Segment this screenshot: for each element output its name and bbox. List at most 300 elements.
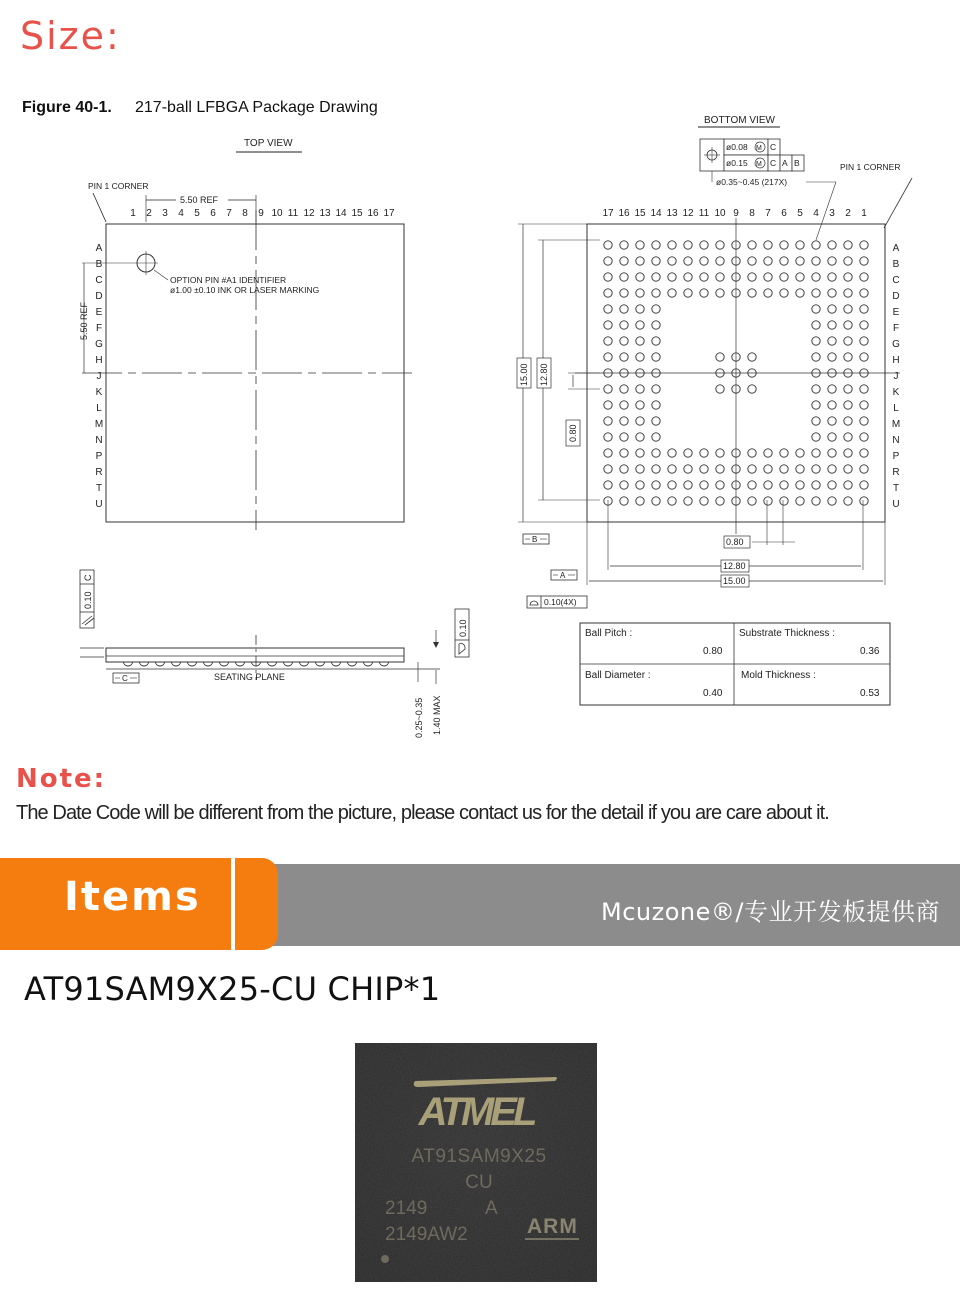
solder-ball <box>684 449 692 457</box>
side-ball <box>332 662 341 666</box>
dim-1280-horizontal: 12.80 <box>723 561 746 571</box>
solder-ball <box>748 481 756 489</box>
top-row-letter: K <box>95 387 103 398</box>
solder-ball <box>828 417 836 425</box>
solder-ball <box>844 241 852 249</box>
solder-ball <box>780 273 788 281</box>
solder-ball <box>668 497 676 505</box>
solder-ball <box>828 385 836 393</box>
parallel-ref: C <box>83 574 93 581</box>
solder-ball <box>764 465 772 473</box>
bottom-column-number: 1 <box>861 208 867 219</box>
option-pin-line2: ø1.00 ±0.10 INK OR LASER MARKING <box>170 285 320 295</box>
solder-ball <box>844 305 852 313</box>
solder-ball <box>652 385 660 393</box>
solder-ball <box>764 449 772 457</box>
solder-ball <box>812 449 820 457</box>
tol-c1: C <box>770 142 777 152</box>
note-text: The Date Code will be different from the picture, please contact us for the detail if you are care about it. <box>16 802 829 824</box>
solder-ball <box>860 465 868 473</box>
solder-ball <box>620 257 628 265</box>
bottom-column-number: 10 <box>714 208 726 219</box>
bottom-column-number: 16 <box>618 208 630 219</box>
solder-ball <box>620 449 628 457</box>
solder-ball <box>828 321 836 329</box>
solder-ball <box>844 337 852 345</box>
solder-ball <box>828 289 836 297</box>
solder-ball <box>764 257 772 265</box>
solder-ball <box>684 257 692 265</box>
solder-ball <box>796 273 804 281</box>
solder-ball <box>604 241 612 249</box>
solder-ball <box>620 337 628 345</box>
bottom-column-number: 9 <box>733 208 739 219</box>
bottom-column-number: 12 <box>682 208 694 219</box>
top-row-letter: P <box>95 451 103 462</box>
solder-ball <box>844 385 852 393</box>
top-row-letter: N <box>95 435 103 446</box>
solder-ball <box>748 449 756 457</box>
solder-ball <box>652 481 660 489</box>
solder-ball <box>604 465 612 473</box>
top-column-number: 9 <box>258 208 264 219</box>
solder-ball <box>764 289 772 297</box>
solder-ball <box>636 353 644 361</box>
solder-ball <box>748 353 756 361</box>
solder-ball <box>812 289 820 297</box>
solder-ball <box>652 417 660 425</box>
figure-title: 217-ball LFBGA Package Drawing <box>135 99 378 116</box>
solder-ball <box>620 273 628 281</box>
side-ball <box>348 662 357 666</box>
tol-c2: C <box>770 158 777 168</box>
solder-ball <box>828 241 836 249</box>
solder-ball <box>716 289 724 297</box>
solder-ball <box>860 305 868 313</box>
chip-suffix: CU <box>465 1172 493 1193</box>
profile-value: 0.10 <box>458 619 468 637</box>
solder-ball <box>652 257 660 265</box>
solder-ball <box>604 337 612 345</box>
svg-text:ATMEL: ATMEL <box>418 1090 534 1134</box>
max-height-label: 1.40 MAX <box>432 695 442 735</box>
top-column-numbers <box>130 208 395 219</box>
solder-ball <box>812 273 820 281</box>
solder-ball <box>652 465 660 473</box>
tol-m2: M <box>756 161 762 168</box>
solder-ball <box>620 241 628 249</box>
pin1-dot <box>381 1255 389 1263</box>
top-column-number: 11 <box>287 208 299 219</box>
bottom-column-number: 5 <box>797 208 803 219</box>
bottom-row-letter: L <box>893 403 899 414</box>
solder-ball <box>620 465 628 473</box>
side-ball <box>220 662 229 666</box>
tol-a: A <box>782 158 788 168</box>
top-row-letter: C <box>95 275 103 286</box>
solder-ball <box>636 273 644 281</box>
top-column-number: 12 <box>303 208 315 219</box>
solder-ball <box>844 433 852 441</box>
chip-photo <box>355 1043 597 1282</box>
spec-table <box>580 623 890 705</box>
solder-ball <box>844 497 852 505</box>
dim-1280-vertical: 12.80 <box>539 363 549 386</box>
solder-ball <box>796 465 804 473</box>
bottom-column-number: 3 <box>829 208 835 219</box>
solder-ball <box>620 353 628 361</box>
solder-ball <box>796 497 804 505</box>
solder-ball <box>764 481 772 489</box>
figure-label: Figure 40-1. <box>22 99 112 116</box>
solder-ball <box>604 449 612 457</box>
solder-ball <box>604 289 612 297</box>
top-column-number: 3 <box>162 208 168 219</box>
solder-ball <box>844 417 852 425</box>
solder-ball <box>860 417 868 425</box>
tol-015: ø0.15 <box>726 158 748 168</box>
solder-ball <box>716 465 724 473</box>
bottom-column-number: 14 <box>650 208 662 219</box>
solder-ball <box>828 449 836 457</box>
solder-ball <box>796 257 804 265</box>
solder-ball <box>700 449 708 457</box>
solder-ball <box>860 241 868 249</box>
solder-ball <box>716 481 724 489</box>
bottom-column-number: 11 <box>698 208 710 219</box>
side-ball <box>316 662 325 666</box>
solder-ball <box>780 241 788 249</box>
solder-ball <box>828 353 836 361</box>
top-row-letter: U <box>95 499 103 510</box>
solder-ball <box>828 273 836 281</box>
solder-ball <box>812 321 820 329</box>
solder-ball <box>716 241 724 249</box>
datum-c: C <box>122 674 128 683</box>
ref-550-label: 5.50 REF <box>180 195 219 205</box>
product-title: AT91SAM9X25-CU CHIP*1 <box>24 970 441 1008</box>
pin1-corner-label: PIN 1 CORNER <box>88 181 149 191</box>
solder-ball <box>780 465 788 473</box>
solder-ball <box>844 481 852 489</box>
solder-ball <box>828 481 836 489</box>
top-row-letter: D <box>95 291 103 302</box>
bottom-row-letters <box>892 243 900 510</box>
top-row-letter: F <box>95 323 103 334</box>
side-ball <box>188 662 197 666</box>
solder-ball <box>860 449 868 457</box>
solder-ball <box>780 257 788 265</box>
bottom-row-letter: B <box>892 259 900 270</box>
solder-ball <box>860 289 868 297</box>
solder-ball <box>652 273 660 281</box>
dim-080-vertical: 0.80 <box>568 424 578 442</box>
arm-logo: ARM <box>527 1215 578 1238</box>
bottom-column-numbers <box>602 208 867 219</box>
solder-ball <box>620 497 628 505</box>
bottom-row-letter: H <box>892 355 900 366</box>
bottom-row-letter: M <box>891 419 901 430</box>
chip-lot-letter: A <box>485 1198 498 1219</box>
top-row-letters <box>95 243 103 510</box>
top-row-letter: T <box>95 483 103 494</box>
top-column-number: 16 <box>367 208 379 219</box>
banner-separator <box>231 858 235 950</box>
solder-ball <box>780 289 788 297</box>
bottom-row-letter: E <box>892 307 900 318</box>
solder-ball <box>652 401 660 409</box>
parallel-value: 0.10 <box>83 591 93 609</box>
flatness-value: 0.10(4X) <box>544 597 577 607</box>
solder-ball <box>668 273 676 281</box>
solder-ball <box>620 433 628 441</box>
solder-ball <box>796 449 804 457</box>
solder-ball <box>652 449 660 457</box>
bottom-view-label: BOTTOM VIEW <box>704 115 775 126</box>
solder-ball <box>828 465 836 473</box>
bottom-column-number: 6 <box>781 208 787 219</box>
solder-ball <box>716 385 724 393</box>
solder-ball <box>700 497 708 505</box>
solder-ball <box>860 401 868 409</box>
solder-ball <box>828 257 836 265</box>
solder-ball <box>764 273 772 281</box>
top-column-number: 7 <box>226 208 232 219</box>
solder-ball <box>684 481 692 489</box>
top-column-number: 5 <box>194 208 200 219</box>
solder-ball <box>716 449 724 457</box>
solder-ball <box>668 481 676 489</box>
tol-b: B <box>794 158 800 168</box>
solder-ball <box>812 257 820 265</box>
solder-ball <box>604 481 612 489</box>
size-heading: Size: <box>20 14 121 58</box>
solder-ball <box>636 321 644 329</box>
solder-ball <box>684 273 692 281</box>
solder-ball <box>780 481 788 489</box>
solder-ball <box>812 305 820 313</box>
bottom-row-letter: T <box>892 483 900 494</box>
side-view-body <box>106 648 404 662</box>
solder-ball <box>700 481 708 489</box>
seating-plane-label: SEATING PLANE <box>214 672 285 682</box>
solder-ball <box>700 257 708 265</box>
solder-ball <box>860 257 868 265</box>
note-heading: Note: <box>16 764 107 794</box>
solder-ball <box>844 353 852 361</box>
bottom-row-letter: J <box>893 371 899 382</box>
ball-diameter-value: 0.40 <box>703 688 723 699</box>
solder-ball <box>636 305 644 313</box>
solder-ball <box>620 481 628 489</box>
side-ball <box>156 662 165 666</box>
bottom-column-number: 8 <box>749 208 755 219</box>
bottom-row-letter: G <box>892 339 900 350</box>
solder-ball <box>812 353 820 361</box>
side-ball <box>300 662 309 666</box>
top-row-letter: H <box>95 355 103 366</box>
solder-ball <box>716 273 724 281</box>
solder-ball <box>684 289 692 297</box>
solder-ball <box>652 289 660 297</box>
standoff-label: 0.25~0.35 <box>414 697 424 738</box>
solder-ball <box>716 257 724 265</box>
side-ball <box>204 662 213 666</box>
top-row-letter: L <box>96 403 102 414</box>
solder-ball <box>700 465 708 473</box>
solder-ball <box>652 433 660 441</box>
dim-080-horizontal: 0.80 <box>726 537 744 547</box>
chip-part-number: AT91SAM9X25 <box>411 1146 547 1167</box>
solder-ball <box>668 449 676 457</box>
solder-ball <box>604 401 612 409</box>
tol-m1: M <box>756 145 762 152</box>
solder-ball <box>652 321 660 329</box>
solder-ball <box>636 401 644 409</box>
solder-ball <box>652 497 660 505</box>
bottom-column-number: 2 <box>845 208 851 219</box>
top-column-number: 6 <box>210 208 216 219</box>
solder-ball <box>860 385 868 393</box>
solder-ball <box>812 481 820 489</box>
ball-diameter-label: Ball Diameter : <box>585 670 651 681</box>
solder-ball <box>812 433 820 441</box>
top-column-number: 15 <box>351 208 363 219</box>
option-pin-line1: OPTION PIN #A1 IDENTIFIER <box>170 275 287 285</box>
solder-ball <box>620 305 628 313</box>
top-column-number: 17 <box>383 208 395 219</box>
solder-ball <box>636 433 644 441</box>
solder-ball <box>636 497 644 505</box>
chip-lot-code: 2149AW2 <box>385 1224 468 1245</box>
solder-ball <box>652 241 660 249</box>
top-row-letter: A <box>95 243 103 254</box>
solder-ball <box>844 449 852 457</box>
solder-ball <box>668 465 676 473</box>
solder-ball <box>636 449 644 457</box>
side-ball <box>268 662 277 666</box>
solder-ball <box>796 241 804 249</box>
solder-ball <box>604 305 612 313</box>
solder-ball <box>828 401 836 409</box>
top-column-number: 8 <box>242 208 248 219</box>
solder-ball <box>764 497 772 505</box>
ball-pitch-value: 0.80 <box>703 646 723 657</box>
top-row-letter: J <box>96 371 102 382</box>
solder-ball <box>716 497 724 505</box>
top-column-number: 10 <box>271 208 283 219</box>
top-row-letter: E <box>95 307 103 318</box>
solder-ball <box>604 321 612 329</box>
solder-ball <box>844 273 852 281</box>
bottom-row-letter: K <box>892 387 900 398</box>
solder-ball <box>748 497 756 505</box>
solder-ball <box>812 385 820 393</box>
side-ball <box>380 662 389 666</box>
solder-ball <box>860 337 868 345</box>
side-ball <box>172 662 181 666</box>
side-ball <box>236 662 245 666</box>
bottom-row-letter: D <box>892 291 900 302</box>
top-column-number: 14 <box>335 208 347 219</box>
solder-ball <box>620 401 628 409</box>
solder-ball <box>812 465 820 473</box>
bottom-column-number: 15 <box>634 208 646 219</box>
solder-ball <box>652 337 660 345</box>
solder-ball <box>668 241 676 249</box>
ball-diameter-spec: ø0.35~0.45 (217X) <box>716 177 788 187</box>
solder-ball <box>668 289 676 297</box>
solder-ball <box>620 385 628 393</box>
solder-ball <box>844 401 852 409</box>
solder-ball <box>620 417 628 425</box>
bottom-column-number: 13 <box>666 208 678 219</box>
dim-1500-vertical: 15.00 <box>519 363 529 386</box>
solder-ball <box>780 497 788 505</box>
solder-ball <box>604 433 612 441</box>
solder-ball <box>812 497 820 505</box>
pin1-corner-right: PIN 1 CORNER <box>840 162 901 172</box>
solder-ball <box>828 305 836 313</box>
top-row-letter: B <box>95 259 103 270</box>
solder-ball <box>636 417 644 425</box>
solder-ball <box>812 417 820 425</box>
solder-ball <box>844 465 852 473</box>
solder-ball <box>604 385 612 393</box>
mold-label: Mold Thickness : <box>741 670 816 681</box>
solder-ball <box>828 337 836 345</box>
solder-ball <box>620 321 628 329</box>
solder-ball <box>684 465 692 473</box>
dim-1500-horizontal: 15.00 <box>723 576 746 586</box>
solder-ball <box>636 241 644 249</box>
bottom-row-letter: C <box>892 275 900 286</box>
solder-ball <box>636 289 644 297</box>
solder-ball <box>604 353 612 361</box>
solder-ball <box>860 353 868 361</box>
solder-ball <box>860 497 868 505</box>
solder-ball <box>812 337 820 345</box>
brand-label: Mcuzone®/专业开发板提供商 <box>601 898 940 926</box>
solder-ball <box>844 257 852 265</box>
substrate-value: 0.36 <box>860 646 880 657</box>
solder-ball <box>844 321 852 329</box>
solder-ball <box>636 257 644 265</box>
ball-pitch-label: Ball Pitch : <box>585 628 633 639</box>
datum-a: A <box>560 571 566 580</box>
items-label: Items <box>64 874 201 920</box>
solder-ball <box>604 417 612 425</box>
solder-ball <box>700 273 708 281</box>
solder-ball <box>844 289 852 297</box>
solder-ball <box>796 289 804 297</box>
solder-ball <box>748 385 756 393</box>
solder-ball <box>604 257 612 265</box>
solder-ball <box>716 353 724 361</box>
top-column-number: 2 <box>146 208 152 219</box>
solder-ball <box>828 497 836 505</box>
top-column-number: 4 <box>178 208 184 219</box>
bottom-column-number: 17 <box>602 208 614 219</box>
solder-ball <box>748 273 756 281</box>
top-row-letter: M <box>94 419 104 430</box>
solder-ball <box>748 465 756 473</box>
top-column-number: 13 <box>319 208 331 219</box>
solder-ball <box>860 481 868 489</box>
solder-ball <box>652 305 660 313</box>
bottom-row-letter: U <box>892 499 900 510</box>
solder-ball <box>812 401 820 409</box>
